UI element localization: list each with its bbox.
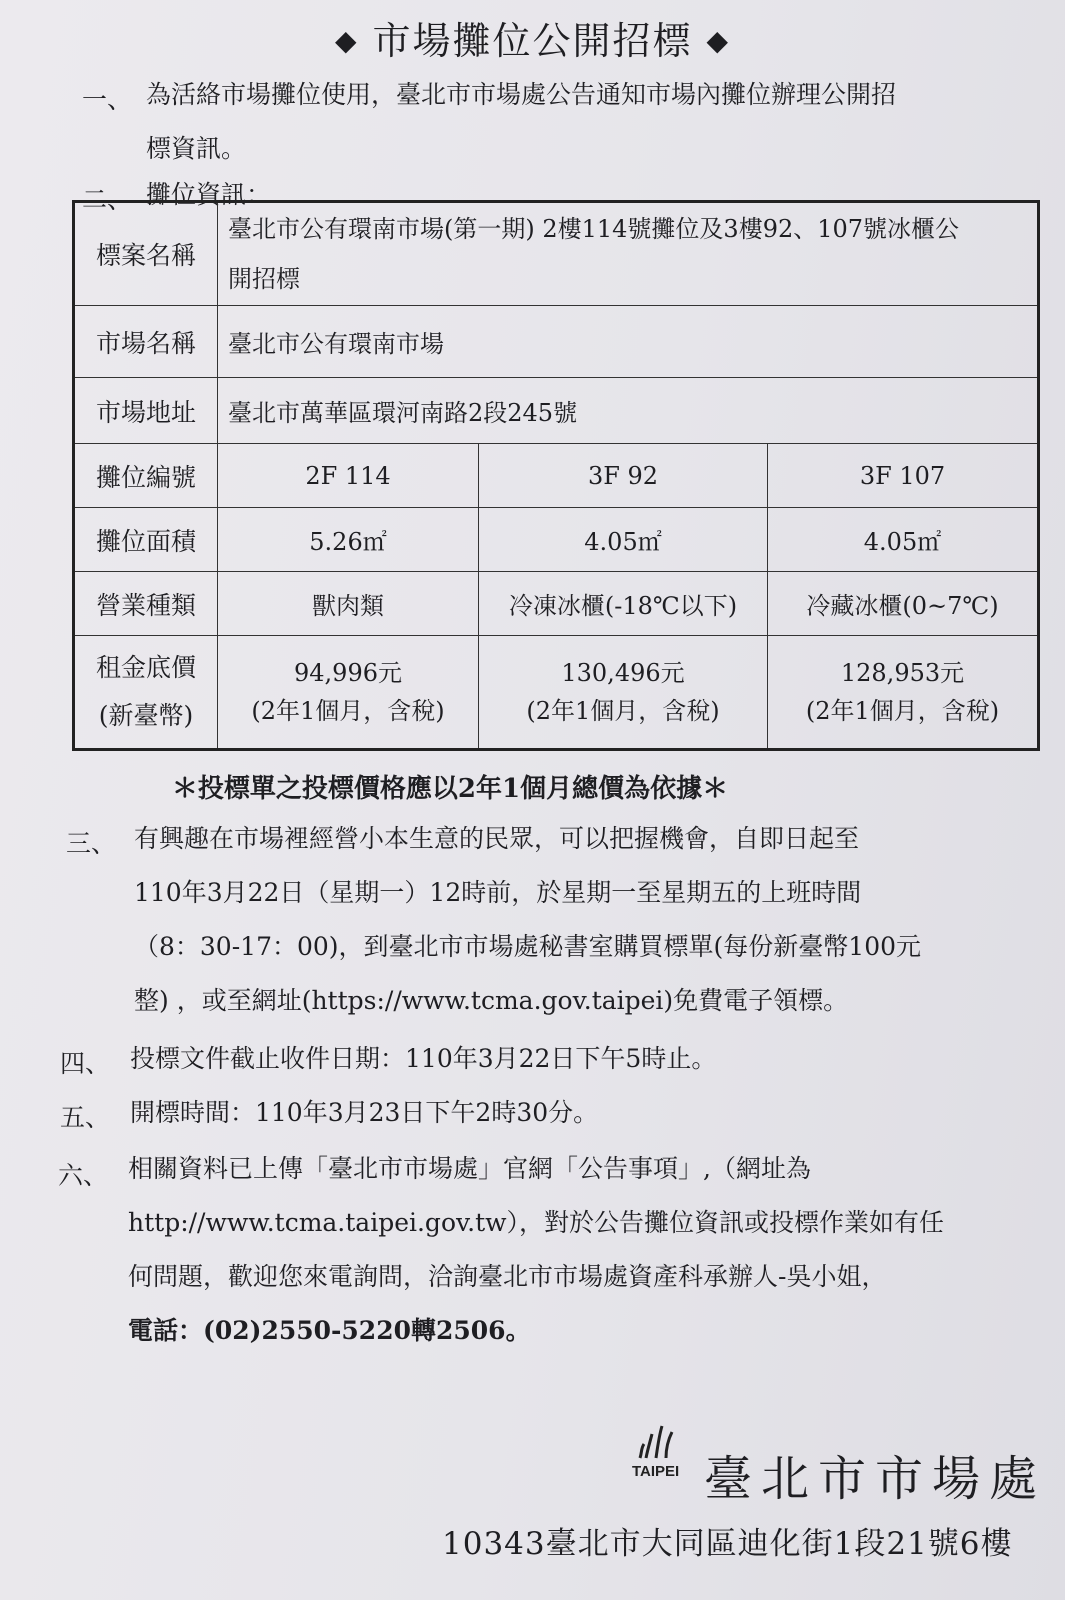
section-5-text: 開標時間：110年3月23日下午2時30分。: [130, 1098, 599, 1127]
table-row: [74, 306, 1039, 378]
text-line: 相關資料已上傳「臺北市市場處」官網「公告事項」,（網址為: [128, 1154, 811, 1183]
table-cell: 3F 107: [768, 444, 1039, 508]
section-number: 二、: [82, 185, 133, 214]
table-row: [74, 378, 1039, 444]
price-term: (2年1個月，含稅): [805, 697, 1000, 725]
text-line: http://www.tcma.taipei.gov.tw），對於公告攤位資訊或投標作業如有任: [128, 1208, 945, 1237]
text-line: 標資訊。: [146, 134, 247, 163]
case-name-label: 標案名稱: [74, 202, 218, 306]
section-4-text: 投標文件截止收件日期：110年3月22日下午5時止。: [130, 1044, 717, 1073]
table-cell: 4.05㎡: [768, 508, 1039, 572]
title-text: 市場攤位公開招標: [372, 19, 693, 63]
table-cell: 5.26㎡: [218, 508, 479, 572]
text-line: 租金底價: [95, 653, 196, 682]
text-line: 臺北市公有環南市場(第一期) 2樓114號攤位及3樓92、107號冰櫃公: [228, 215, 960, 243]
table-cell: [768, 636, 1039, 750]
logo-text: TAIPEI: [632, 1463, 680, 1480]
text-line: 為活絡市場攤位使用，臺北市市場處公告通知市場內攤位辦理公開招: [146, 80, 897, 109]
price-value: 128,953元: [840, 659, 965, 687]
text-line: 110年3月22日（星期一）12時前，於星期一至星期五的上班時間: [134, 878, 862, 907]
market-name-value: 臺北市公有環南市場: [218, 306, 1039, 378]
stall-info-table: [72, 200, 1040, 751]
table-row: [74, 636, 1039, 750]
table-row: [74, 572, 1039, 636]
table-cell: [479, 636, 768, 750]
market-name-label: 市場名稱: [74, 306, 218, 378]
table-cell: 2F 114: [218, 444, 479, 508]
price-value: 94,996元: [294, 659, 402, 687]
stall-area-label: 攤位面積: [74, 508, 218, 572]
section-2-text: 攤位資訊：: [146, 180, 272, 209]
reserve-price-label: [74, 636, 218, 750]
section-number: 四、: [60, 1049, 111, 1078]
text-line: 整) ，或至網址(https://www.tcma.gov.taipei)免費電子領標。: [134, 986, 849, 1015]
diamond-icon: ◆: [706, 24, 731, 57]
price-term: (2年1個月，含稅): [526, 697, 720, 725]
page-title: [0, 10, 1065, 65]
table-cell: [218, 636, 479, 750]
section-1-text: [146, 68, 896, 176]
agency-address: 10343臺北市大同區迪化街1段21號6樓: [442, 1526, 1013, 1562]
section-6-text: [128, 1142, 944, 1358]
taipei-logo: [632, 1418, 690, 1484]
table-cell: 獸肉類: [218, 572, 479, 636]
table-row: [74, 444, 1039, 508]
text-line: (新臺幣): [98, 701, 194, 730]
section-number: 一、: [82, 85, 133, 114]
table-cell: 冷藏冰櫃(0~7℃): [768, 572, 1039, 636]
business-type-label: 營業種類: [74, 572, 218, 636]
section-3-text: [134, 812, 921, 1028]
diamond-icon: ◆: [334, 24, 359, 57]
agency-name: 臺北市市場處: [704, 1451, 1047, 1507]
market-address-value: 臺北市萬華區環河南路2段245號: [218, 378, 1039, 444]
text-line: 開招標: [228, 265, 300, 293]
table-row: [74, 202, 1039, 306]
section-number: 五、: [60, 1103, 111, 1132]
text-line: 有興趣在市場裡經營小本生意的民眾，可以把握機會，自即日起至: [134, 824, 860, 853]
section-number: 六、: [58, 1161, 109, 1190]
table-cell: 3F 92: [479, 444, 768, 508]
stall-number-label: 攤位編號: [74, 444, 218, 508]
text-line: （8：30-17：00)，到臺北市市場處秘書室購買標單(每份新臺幣100元: [134, 932, 922, 961]
case-name-value: [218, 202, 1039, 306]
market-address-label: 市場地址: [74, 378, 218, 444]
price-value: 130,496元: [561, 659, 685, 687]
text-line: 電話：(02)2550-5220轉2506。: [128, 1316, 531, 1345]
bid-price-note: ＊投標單之投標價格應以2年1個月總價為依據＊: [171, 774, 729, 804]
table-row: [74, 508, 1039, 572]
table-cell: 冷凍冰櫃(-18℃以下): [479, 572, 768, 636]
section-number: 三、: [66, 829, 117, 858]
text-line: 何問題，歡迎您來電詢問，洽詢臺北市市場處資產科承辦人-吳小姐，: [128, 1262, 887, 1291]
price-term: (2年1個月，含稅): [251, 697, 445, 725]
table-cell: 4.05㎡: [479, 508, 768, 572]
